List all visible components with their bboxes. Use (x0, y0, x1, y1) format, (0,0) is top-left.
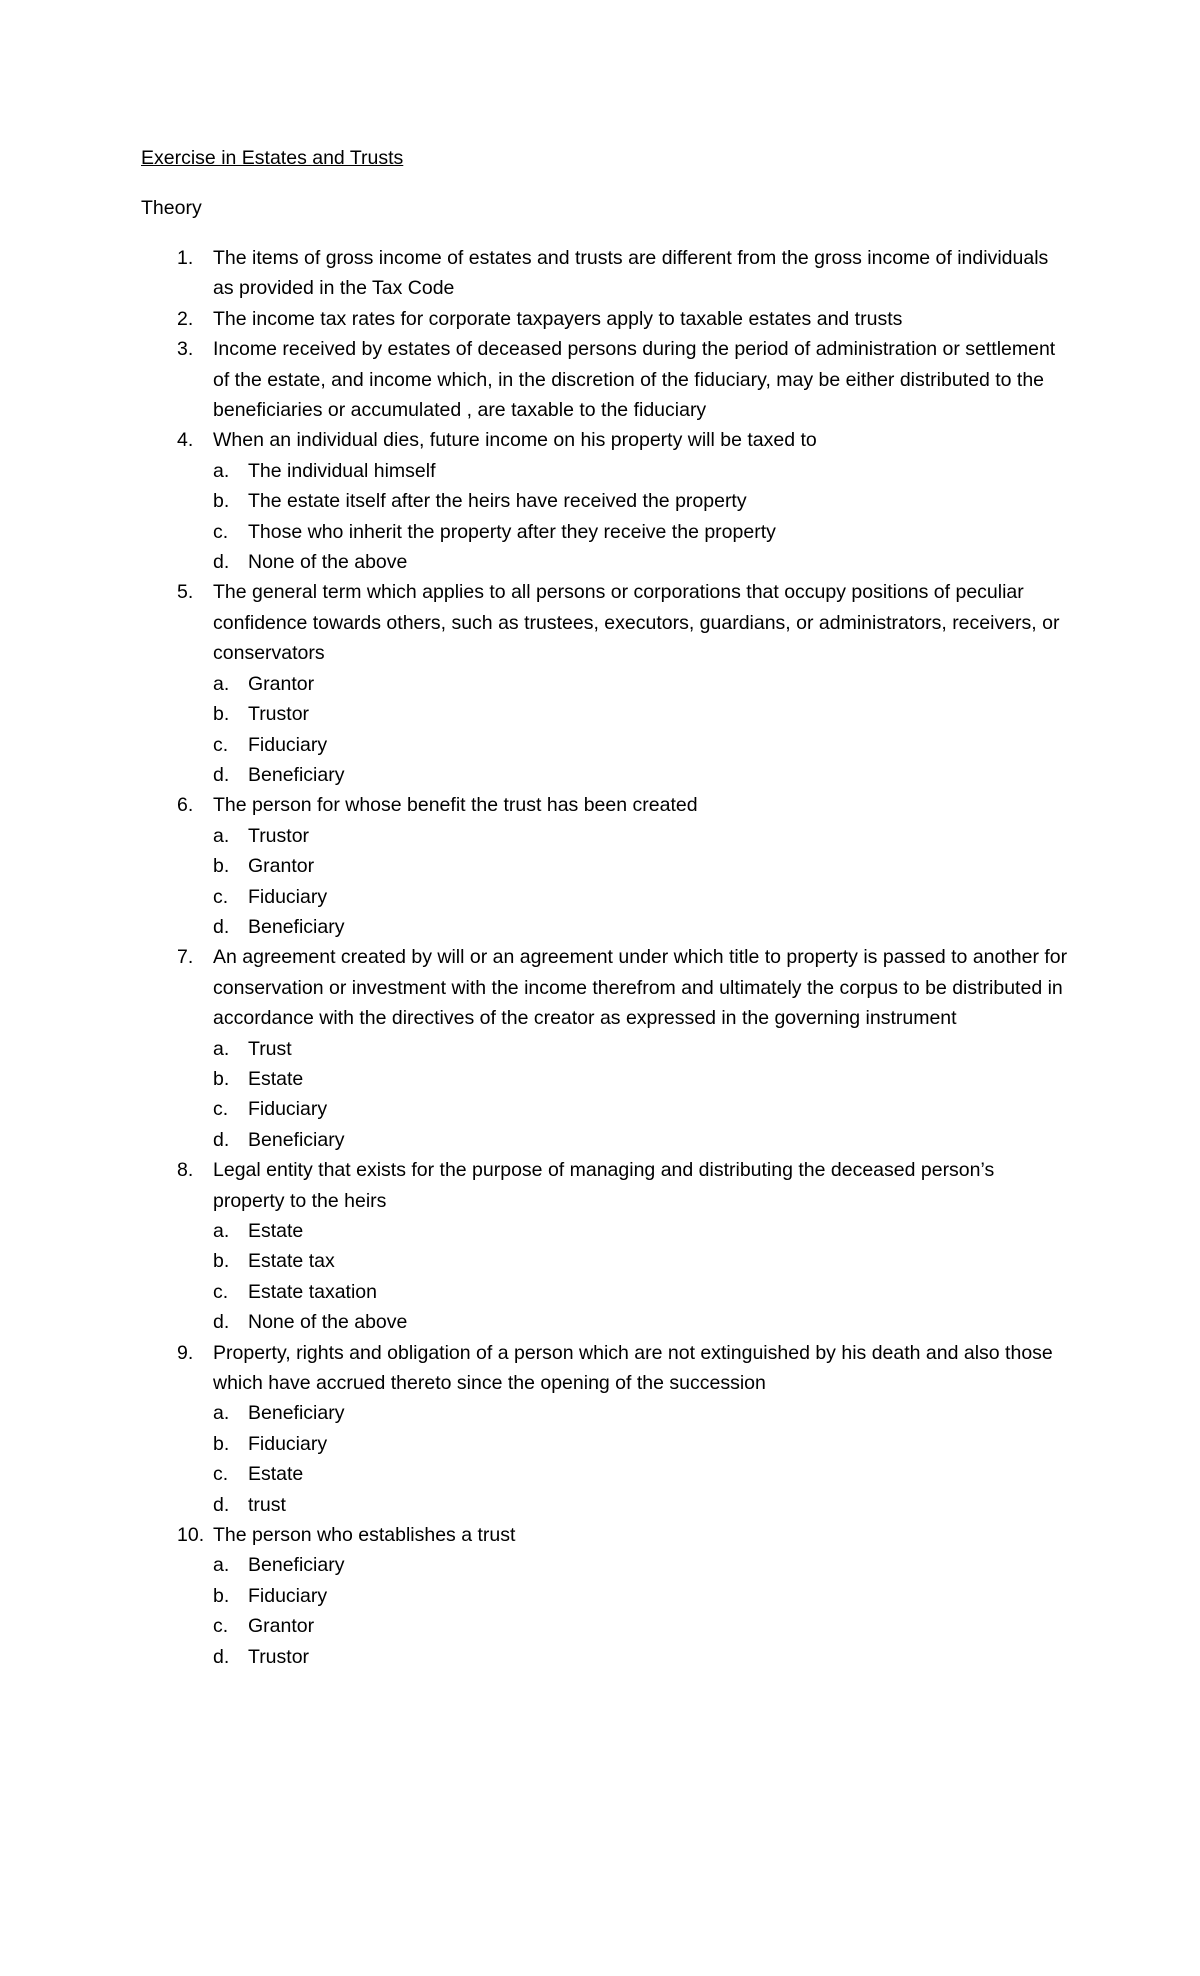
answer-option (213, 851, 1071, 881)
option-letter: a. (213, 1220, 230, 1242)
option-text: Beneficiary (248, 763, 345, 786)
option-text: Trustor (248, 1645, 310, 1668)
question-text: When an individual dies, future income on his property will be taxed to (213, 429, 817, 452)
answer-option (213, 882, 1071, 912)
answer-option (213, 1490, 1071, 1520)
question-list (141, 243, 1071, 1672)
option-text: Fiduciary (248, 1098, 328, 1121)
answer-option (213, 1459, 1071, 1489)
option-letter: a. (213, 1402, 230, 1425)
option-letter: c. (213, 1615, 229, 1638)
answer-option (213, 821, 1071, 851)
option-text: Estate (248, 1463, 304, 1486)
option-letter: a. (213, 824, 230, 847)
option-text: Grantor (248, 855, 315, 878)
question-text: The person who establishes a trust (213, 1524, 516, 1547)
option-text: Fiduciary (248, 1432, 328, 1455)
document-body (141, 143, 1071, 1672)
answer-option (213, 1216, 1071, 1246)
option-text: Estate (248, 1067, 304, 1090)
option-letter: b. (213, 1250, 230, 1273)
question-item (141, 577, 1071, 790)
option-letter: d. (213, 1493, 230, 1516)
option-list (213, 456, 1071, 578)
question-item (141, 790, 1071, 942)
option-text: The individual himself (248, 459, 436, 482)
option-text: Beneficiary (248, 1554, 345, 1577)
answer-option (213, 1277, 1071, 1307)
option-text: Beneficiary (248, 1402, 345, 1425)
answer-option (213, 1642, 1071, 1672)
question-item (141, 1155, 1071, 1337)
answer-option (213, 730, 1071, 760)
question-text: The income tax rates for corporate taxpayers apply to taxable estates and trusts (213, 307, 903, 330)
question-text: Income received by estates of deceased persons during the period of administration or settlement of the estate, and income which, in the discretion of the fiduciary, may be either distributed to the beneficiaries or accumulated , are taxable to the fiduciary (213, 338, 1056, 422)
option-letter: a. (213, 1554, 230, 1577)
option-text: Estate taxation (248, 1280, 377, 1303)
question-number: 2. (177, 307, 194, 330)
answer-option (213, 1398, 1071, 1428)
question-item (141, 1338, 1071, 1520)
option-text: Fiduciary (248, 733, 328, 756)
option-letter: c. (213, 1280, 229, 1303)
option-letter: b. (213, 855, 230, 878)
option-list (213, 1550, 1071, 1672)
option-text: Grantor (248, 1615, 315, 1638)
answer-option (213, 1246, 1071, 1276)
answer-option (213, 699, 1071, 729)
answer-option (213, 1064, 1071, 1094)
answer-option (213, 547, 1071, 577)
option-text: Grantor (248, 672, 315, 695)
question-item (141, 334, 1071, 425)
option-text: None of the above (248, 1311, 408, 1334)
option-text: Those who inherit the property after they receive the property (248, 520, 776, 543)
question-text: Property, rights and obligation of a person which are not extinguished by his death and also those which have accrued thereto since the opening of the succession (213, 1341, 1053, 1395)
answer-option (213, 1611, 1071, 1641)
option-letter: b. (213, 490, 230, 513)
question-text: The general term which applies to all persons or corporations that occupy positions of peculiar confidence towards others, such as trustees, executors, guardians, or administrators, receivers, or conservators (213, 581, 1060, 665)
question-text: The items of gross income of estates and trusts are different from the gross income of individuals as provided in the Tax Code (213, 247, 1049, 300)
option-text: Estate (248, 1220, 304, 1242)
option-text: Estate tax (248, 1250, 335, 1273)
option-letter: a. (213, 1037, 230, 1060)
option-letter: d. (213, 551, 230, 574)
option-text: Trustor (248, 824, 310, 847)
question-item (141, 425, 1071, 577)
option-letter: b. (213, 703, 230, 726)
option-list (213, 669, 1071, 791)
answer-option (213, 1429, 1071, 1459)
option-text: None of the above (248, 551, 408, 574)
section-heading: Theory (141, 197, 202, 219)
answer-option (213, 486, 1071, 516)
answer-option (213, 1581, 1071, 1611)
option-text: Fiduciary (248, 885, 328, 908)
option-text: Trustor (248, 703, 310, 726)
question-text: The person for whose benefit the trust has been created (213, 794, 698, 817)
answer-option (213, 912, 1071, 942)
option-text: The estate itself after the heirs have received the property (248, 490, 747, 513)
answer-option (213, 669, 1071, 699)
answer-option (213, 456, 1071, 486)
option-letter: d. (213, 915, 230, 938)
option-letter: b. (213, 1584, 230, 1607)
question-number: 3. (177, 338, 194, 361)
option-list (213, 1034, 1071, 1156)
option-letter: c. (213, 733, 229, 756)
option-text: Fiduciary (248, 1584, 328, 1607)
question-number: 10. (177, 1524, 205, 1547)
answer-option (213, 760, 1071, 790)
question-number: 9. (177, 1341, 194, 1364)
option-list (213, 1398, 1071, 1520)
option-text: Beneficiary (248, 1128, 345, 1151)
option-list (213, 821, 1071, 943)
question-number: 8. (177, 1159, 194, 1182)
option-letter: c. (213, 1463, 229, 1486)
question-number: 1. (177, 247, 194, 269)
question-text: An agreement created by will or an agreement under which title to property is passed to another for conservation or investment with the income therefrom and ultimately the corpus to be distributed in accordance with the directives of the creator as expressed in the governing instrument (213, 946, 1068, 1030)
question-item (141, 1520, 1071, 1672)
answer-option (213, 1094, 1071, 1124)
option-text: trust (248, 1493, 286, 1516)
option-list (213, 1216, 1071, 1338)
question-number: 6. (177, 794, 194, 817)
option-letter: d. (213, 1128, 230, 1151)
option-letter: d. (213, 763, 230, 786)
answer-option (213, 1307, 1071, 1337)
option-letter: d. (213, 1645, 230, 1668)
option-letter: b. (213, 1432, 230, 1455)
question-number: 7. (177, 946, 194, 969)
answer-option (213, 1034, 1071, 1064)
question-item (141, 304, 1071, 334)
answer-option (213, 517, 1071, 547)
option-letter: a. (213, 459, 230, 482)
option-letter: c. (213, 520, 229, 543)
option-text: Beneficiary (248, 915, 345, 938)
option-letter: a. (213, 672, 230, 695)
option-letter: d. (213, 1311, 230, 1334)
document-title: Exercise in Estates and Trusts (141, 147, 404, 169)
option-letter: b. (213, 1067, 230, 1090)
question-item (141, 942, 1071, 1155)
answer-option (213, 1125, 1071, 1155)
question-text: Legal entity that exists for the purpose of managing and distributing the deceased person’s property to the heirs (213, 1159, 995, 1212)
option-text: Trust (248, 1037, 292, 1060)
question-item (141, 243, 1071, 304)
answer-option (213, 1550, 1071, 1580)
question-number: 5. (177, 581, 194, 604)
option-letter: c. (213, 1098, 229, 1121)
option-letter: c. (213, 885, 229, 908)
question-number: 4. (177, 429, 194, 452)
